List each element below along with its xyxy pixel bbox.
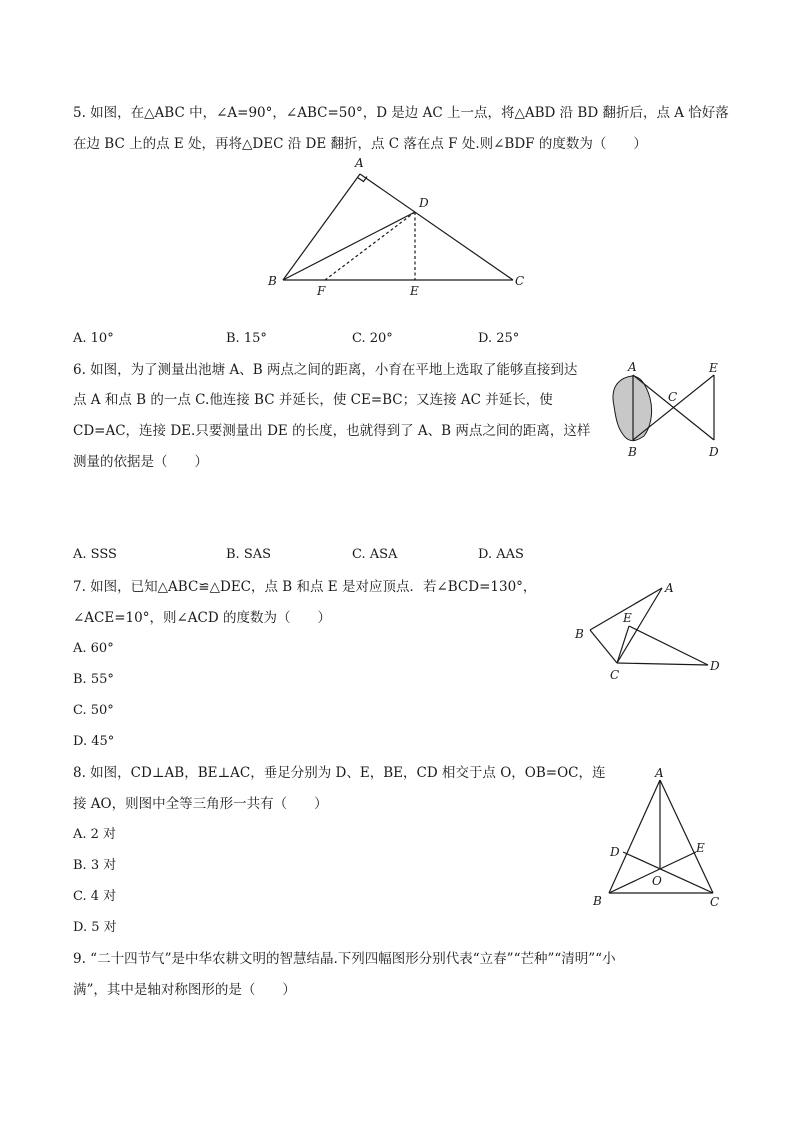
q8-option-c[interactable]: C. 4 对 — [73, 889, 117, 904]
q7-option-b[interactable]: B. 55° — [73, 672, 114, 687]
q7-segment-ed — [629, 626, 708, 665]
q5-text-line2: 在边 BC 上的点 E 处，再将△DEC 沿 DE 翻折，点 C 落在点 F 处.则∠BDF 的度数为（ ） — [73, 136, 647, 152]
q8-segment-ac — [660, 780, 713, 893]
q6-option-d[interactable]: D. AAS — [478, 547, 524, 562]
q8-figure — [585, 765, 730, 910]
q8-option-a[interactable]: A. 2 对 — [73, 827, 117, 842]
q8-label-b: B — [593, 894, 602, 908]
q7-option-d[interactable]: D. 45° — [73, 734, 115, 749]
q8-label-e: E — [696, 841, 705, 855]
q7-option-c[interactable]: C. 50° — [73, 703, 114, 718]
q8-text-line1: 8. 如图，CD⊥AB，BE⊥AC，垂足分别为 D、E，BE，CD 相交于点 O，OB=OC，连 — [73, 765, 606, 781]
q6-label-d: D — [709, 445, 719, 459]
q5-label-a: A — [355, 156, 364, 170]
q5-figure — [260, 155, 540, 300]
q7-label-e: E — [623, 611, 632, 625]
q7-label-a: A — [665, 581, 674, 595]
q6-option-a[interactable]: A. SSS — [73, 547, 117, 562]
q6-label-b: B — [628, 445, 637, 459]
q7-segment-bc — [590, 630, 617, 663]
q6-label-c: C — [668, 390, 678, 404]
q5-option-b[interactable]: B. 15° — [226, 331, 267, 346]
q5-option-d[interactable]: D. 25° — [478, 331, 520, 346]
q6-text-line4: 测量的依据是（ ） — [73, 454, 208, 470]
q6-label-a: A — [628, 360, 637, 374]
q5-label-b: B — [268, 274, 277, 288]
q9-text-line1: 9. “二十四节气”是中华农耕文明的智慧结晶.下列四幅图形分别代表“立春”“芒种”“清明”“小 — [73, 951, 616, 967]
q5-label-d: D — [419, 196, 429, 210]
q7-segment-ce — [617, 626, 629, 663]
q5-label-f: F — [317, 284, 326, 298]
q9-text-line2: 满”，其中是轴对称图形的是（ ） — [73, 982, 296, 998]
q7-segment-ca — [617, 588, 662, 663]
q7-figure — [570, 578, 730, 683]
q6-option-c[interactable]: C. ASA — [352, 547, 398, 562]
q5-segment-ba — [283, 174, 360, 280]
q5-text-line1: 5. 如图，在△ABC 中，∠A=90°，∠ABC=50°，D 是边 AC 上一点，将△ABD 沿 BD 翻折后，点 A 恰好落 — [73, 105, 729, 121]
q8-label-a: A — [655, 766, 664, 780]
q7-label-d: D — [710, 659, 720, 673]
q8-option-d[interactable]: D. 5 对 — [73, 920, 117, 935]
q6-text-line3: CD=AC，连接 DE.只要测量出 DE 的长度，也就得到了 A、B 两点之间的距离，这样 — [73, 423, 591, 439]
q8-text-line2: 接 AO，则图中全等三角形一共有（ ） — [73, 796, 328, 812]
q8-label-d: D — [610, 845, 620, 859]
q6-option-b[interactable]: B. SAS — [226, 547, 272, 562]
q6-label-e: E — [709, 361, 718, 375]
q5-label-c: C — [515, 274, 525, 288]
q7-label-b: B — [575, 627, 584, 641]
q5-segment-ac — [360, 174, 513, 280]
q8-option-b[interactable]: B. 3 对 — [73, 858, 117, 873]
q8-segment-cd — [623, 852, 713, 893]
q6-text-line2: 点 A 和点 B 的一点 C.他连接 BC 并延长，使 CE=BC；又连接 AC 并延长，使 — [73, 392, 553, 408]
q7-option-a[interactable]: A. 60° — [73, 641, 114, 656]
q5-option-a[interactable]: A. 10° — [73, 331, 114, 346]
q7-text-line2: ∠ACE=10°，则∠ACD 的度数为（ ） — [73, 610, 331, 626]
q5-segment-df — [325, 212, 415, 280]
q6-text-line1: 6. 如图，为了测量出池塘 A、B 两点之间的距离，小育在平地上选取了能够直接到达 — [73, 362, 578, 378]
q8-label-o: O — [652, 874, 662, 888]
q5-segment-bd — [283, 212, 415, 280]
q7-segment-cd — [617, 663, 708, 665]
q5-label-e: E — [410, 284, 419, 298]
q6-figure — [600, 358, 730, 466]
q7-label-c: C — [610, 668, 620, 682]
q7-text-line1: 7. 如图，已知△ABC≌△DEC，点 B 和点 E 是对应顶点．若∠BCD=130°， — [73, 579, 537, 595]
q8-label-c: C — [710, 895, 720, 909]
q5-option-c[interactable]: C. 20° — [352, 331, 393, 346]
